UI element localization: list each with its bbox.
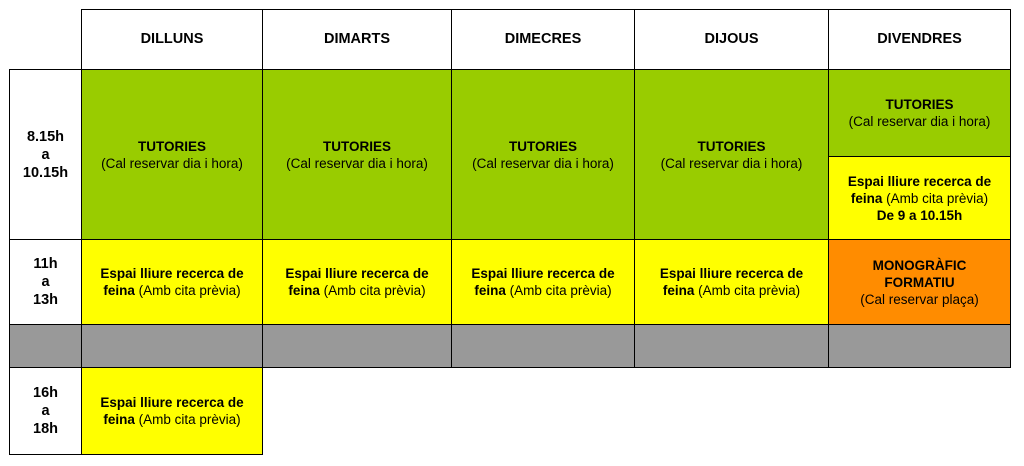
- tutories-title: TUTORIES: [697, 138, 766, 154]
- monografic-title-line1: MONOGRÀFIC: [872, 257, 967, 273]
- header-day-dilluns: DILLUNS: [81, 9, 263, 70]
- tutories-note: (Cal reservar dia i hora): [101, 155, 243, 171]
- espai-note: (Amb cita prèvia): [698, 283, 801, 298]
- time-start: 11h: [33, 256, 58, 272]
- time-start: 8.15h: [26, 128, 65, 145]
- time-slot-morning: [9, 69, 82, 240]
- tutories-note: (Cal reservar dia i hora): [848, 114, 991, 129]
- espai-title: Espai lliure recerca de: [659, 266, 804, 281]
- tutories-title: TUTORIES: [885, 97, 954, 112]
- espai-note: (Amb cita prèvia): [138, 283, 241, 298]
- espai-title-word: feina: [103, 412, 135, 427]
- tutories-title: TUTORIES: [137, 138, 206, 154]
- time-slot-afternoon: [9, 367, 82, 455]
- espai-dimecres: [451, 239, 635, 325]
- tutories-note: (Cal reservar dia i hora): [286, 155, 428, 171]
- time-separator: a: [41, 274, 50, 290]
- espai-note: (Amb cita prèvia): [886, 190, 989, 206]
- espai-title-word: feina: [474, 283, 506, 298]
- espai-dimarts: [262, 239, 452, 325]
- espai-title-word: feina: [662, 283, 695, 298]
- separator-row-time: [9, 324, 82, 368]
- espai-title: Espai lliure recerca de: [100, 395, 244, 410]
- header-day-dimarts: DIMARTS: [262, 9, 452, 70]
- espai-dijous: [634, 239, 829, 325]
- tutories-divendres: [828, 69, 1011, 157]
- espai-title-word: feina: [850, 190, 883, 206]
- monografic-divendres: [828, 239, 1011, 325]
- espai-extra-hours: De 9 a 10.15h: [876, 207, 963, 223]
- espai-note: (Amb cita prèvia): [509, 283, 612, 298]
- espai-dilluns: [81, 239, 263, 325]
- tutories-dimecres: [451, 69, 635, 240]
- espai-title-word: feina: [103, 283, 135, 298]
- tutories-note: (Cal reservar dia i hora): [660, 155, 803, 171]
- espai-title-word: feina: [288, 283, 320, 298]
- monografic-title-line2: FORMATIU: [884, 274, 955, 290]
- time-slot-midday: [9, 239, 82, 325]
- espai-title: Espai lliure recerca de: [471, 266, 615, 281]
- espai-note: (Amb cita prèvia): [323, 283, 426, 298]
- espai-divendres-morning: [828, 156, 1011, 240]
- monografic-note: (Cal reservar plaça): [860, 291, 979, 307]
- tutories-note: (Cal reservar dia i hora): [472, 155, 614, 171]
- header-day-divendres: DIVENDRES: [828, 9, 1011, 70]
- espai-title: Espai lliure recerca de: [100, 266, 244, 281]
- tutories-dilluns: [81, 69, 263, 240]
- time-separator: a: [41, 403, 50, 419]
- header-day-dijous: DIJOUS: [634, 9, 829, 70]
- header-day-dimecres: DIMECRES: [451, 9, 635, 70]
- time-separator: a: [41, 146, 50, 163]
- time-end: 10.15h: [22, 164, 69, 181]
- separator-row-dilluns: [81, 324, 263, 368]
- time-end: 18h: [33, 421, 58, 437]
- tutories-title: TUTORIES: [322, 138, 391, 154]
- time-end: 13h: [33, 292, 58, 308]
- tutories-dijous: [634, 69, 829, 240]
- separator-row-dimarts: [262, 324, 452, 368]
- espai-title: Espai lliure recerca de: [847, 173, 992, 189]
- time-start: 16h: [33, 385, 58, 401]
- separator-row-dimecres: [451, 324, 635, 368]
- espai-dilluns-afternoon: [81, 367, 263, 455]
- espai-title: Espai lliure recerca de: [285, 266, 429, 281]
- separator-row-divendres: [828, 324, 1011, 368]
- tutories-title: TUTORIES: [508, 138, 577, 154]
- tutories-dimarts: [262, 69, 452, 240]
- separator-row-dijous: [634, 324, 829, 368]
- espai-note: (Amb cita prèvia): [138, 412, 241, 427]
